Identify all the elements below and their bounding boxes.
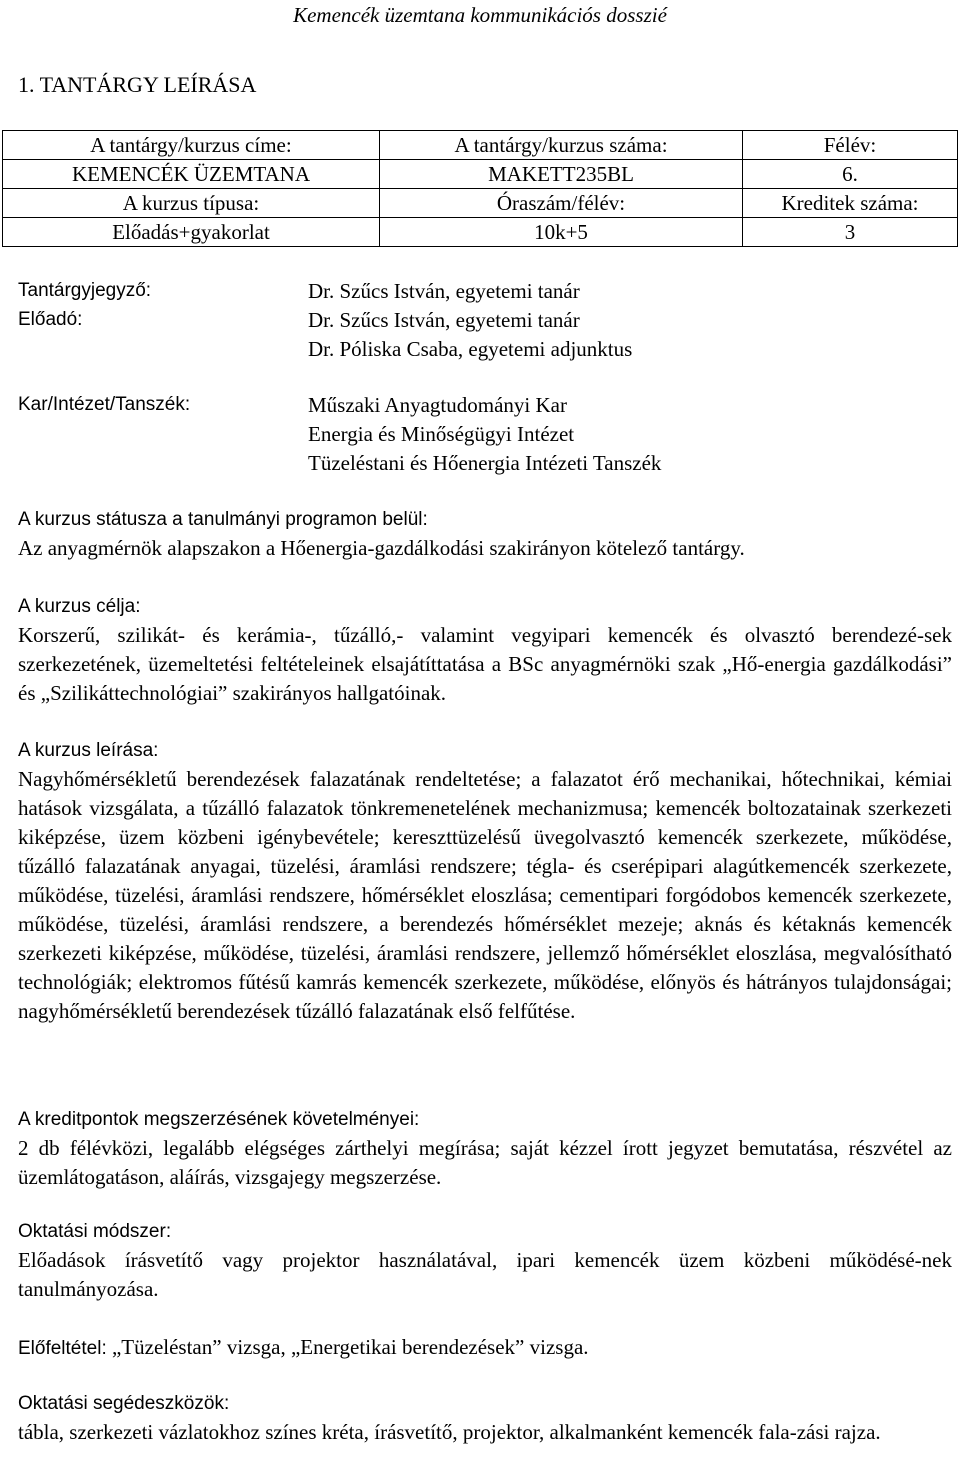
faculty-name: Műszaki Anyagtudományi Kar: [308, 393, 567, 417]
status-heading: A kurzus státusza a tanulmányi programon belül:: [18, 509, 428, 530]
department-name-row: [18, 448, 948, 478]
table-row: [3, 131, 958, 160]
coordinator-row: [18, 276, 948, 306]
lecturer-name: Dr. Szűcs István, egyetemi tanár: [308, 308, 580, 332]
goal-heading: A kurzus célja:: [18, 596, 141, 617]
course-info-table: [2, 130, 958, 247]
lecturer-row: [18, 334, 948, 364]
table-cell: A tantárgy/kurzus száma:: [380, 131, 743, 160]
status-text: Az anyagmérnök alapszakon a Hőenergia-gazdálkodási szakirányon kötelező tantárgy.: [18, 536, 745, 560]
tools-section: [18, 1389, 952, 1447]
coordinator-name: Dr. Szűcs István, egyetemi tanár: [308, 279, 580, 303]
section-title: 1. TANTÁRGY LEÍRÁSA: [18, 72, 257, 97]
prereq-section: [18, 1333, 952, 1363]
prereq-heading: Előfeltétel:: [18, 1338, 107, 1359]
table-row: [3, 218, 958, 247]
coordinator-label: Tantárgyjegyző:: [18, 280, 152, 301]
table-cell: 3: [743, 218, 958, 247]
credit-section: [18, 1105, 952, 1192]
table-cell: Előadás+gyakorlat: [3, 218, 380, 247]
credit-heading: A kreditpontok megszerzésének követelményei:: [18, 1109, 420, 1130]
table-cell: KEMENCÉK ÜZEMTANA: [3, 160, 380, 189]
table-cell: 6.: [743, 160, 958, 189]
department-label: Kar/Intézet/Tanszék:: [18, 394, 191, 415]
lecturer-label: Előadó:: [18, 309, 83, 330]
table-cell: MAKETT235BL: [380, 160, 743, 189]
description-heading: A kurzus leírása:: [18, 740, 159, 761]
prereq-text: „Tüzeléstan” vizsga, „Energetikai berendezések” vizsga.: [111, 1335, 589, 1359]
lecturer-name: Dr. Póliska Csaba, egyetemi adjunktus: [308, 337, 633, 361]
table-row: [3, 160, 958, 189]
table-cell: 10k+5: [380, 218, 743, 247]
method-section: [18, 1217, 952, 1304]
table-row: [3, 189, 958, 218]
lecturer-row: [18, 305, 948, 335]
institute-row: [18, 419, 948, 449]
goal-text: Korszerű, szilikát- és kerámia-, tűzálló,- valamint vegyipari kemencék és olvasztó berendezé-sek szerkezetének, üzemeltetési feltételeinek elsajátíttatása a BSc anyagmérnöki szak „Hő-energia gazdálkodási” és „Szilikáttechnológiai” szakirányos hallgatóinak.: [18, 623, 952, 705]
department-name: Tüzeléstani és Hőenergia Intézeti Tanszék: [308, 451, 662, 475]
description-section: [18, 736, 952, 1026]
prereq-line: [18, 1333, 952, 1363]
tools-text: tábla, szerkezeti vázlatokhoz színes kréta, írásvetítő, projektor, alkalmanként kemencék fala-zási rajza.: [18, 1420, 881, 1444]
description-text: Nagyhőmérsékletű berendezések falazatának rendeltetése; a falazatot érő mechanikai, hőtechnikai, kémiai hatások vizsgálata, a tűzálló falazatok tönkremenetelének mechanizmusa; kemencék boltozatainak szerkezeti kiképzése, üzem közbeni igénybevétele; kereszttüzelésű üvegolvasztó kemencék szerkezete, működése, tűzálló falazatának anyagai, tüzelési, áramlási rendszere; tégla- és cserépipari alagútkemencék szerkezete, működése, tüzelési, áramlási rendszere, hőmérséklet eloszlása; cementipari forgódobos kemencék szerkezete, működése, tüzelési, áramlási rendszere, a berendezés hőmérséklet mezeje; aknás és kétaknás kemencék szerkezeti kiképzése, működése, tüzelési, áramlási rendszere, jellemző hőmérséklet eloszlása, megvalósítható technológiák; elektromos fűtésű kamrás kemencék szerkezete, működése, előnyös és hátrányos tulajdonságai; nagyhőmérsékletű berendezések tűzálló falazatának első felfűtése.: [18, 767, 952, 1023]
table-cell: A kurzus típusa:: [3, 189, 380, 218]
tools-heading: Oktatási segédeszközök:: [18, 1393, 230, 1414]
goal-section: [18, 592, 952, 708]
institute-name: Energia és Minőségügyi Intézet: [308, 422, 575, 446]
credit-text: 2 db félévközi, legalább elégséges zárthelyi megírása; saját kézzel írott jegyzet bemutatása, részvétel az üzemlátogatáson, aláírás, vizsgajegy megszerzése.: [18, 1136, 952, 1189]
method-heading: Oktatási módszer:: [18, 1221, 172, 1242]
department-row: [18, 390, 948, 420]
table-cell: Óraszám/félév:: [380, 189, 743, 218]
status-section: [18, 505, 952, 563]
table-cell: Félév:: [743, 131, 958, 160]
document-header-title: Kemencék üzemtana kommunikációs dosszié: [293, 3, 667, 27]
table-cell: Kreditek száma:: [743, 189, 958, 218]
method-text: Előadások írásvetítő vagy projektor használatával, ipari kemencék üzem közbeni működésé-nek tanulmányozása.: [18, 1248, 952, 1301]
table-cell: A tantárgy/kurzus címe:: [3, 131, 380, 160]
